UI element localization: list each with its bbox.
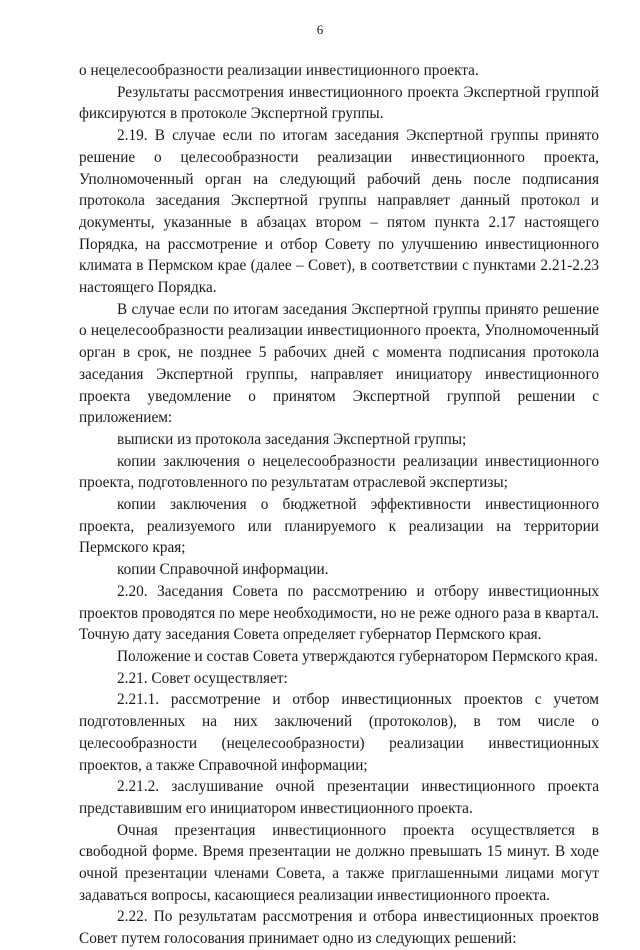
paragraph-2-22: 2.22. По результатам рассмотрения и отбора инвестиционных проектов Совет путем голосования принимает одно из следующих решений: xyxy=(79,908,599,948)
paragraph-presentation: Очная презентация инвестиционного проекта осуществляется в свободной форме. Время презентации не должно превышать 15 минут. В ходе очной презентации членами Совета, а также приглашенными лицами могут задаваться вопросы, касающиеся реализации инвестиционного проекта. xyxy=(79,821,599,904)
document-body xyxy=(79,60,599,950)
list-item-reference-info: копии Справочной информации. xyxy=(117,561,329,579)
paragraph-continuation: о нецелесообразности реализации инвестиционного проекта. xyxy=(79,62,479,79)
list-item-sector-conclusion: копии заключения о нецелесообразности реализации инвестиционного проекта, подготовленного по результатам отраслевой экспертизы; xyxy=(79,452,599,492)
paragraph-council-composition: Положение и состав Совета утверждаются губернатором Пермского края. xyxy=(117,647,598,665)
list-item-protocol-extract: выписки из протокола заседания Экспертной группы; xyxy=(117,430,467,448)
paragraph-2-20: 2.20. Заседания Совета по рассмотрению и отбору инвестиционных проектов проводятся по мере необходимости, но не реже одного раза в квартал. Точную дату заседания Совета определяет губернатор Пермского края. xyxy=(79,582,599,644)
paragraph-2-21-2: 2.21.2. заслушивание очной презентации инвестиционного проекта представившим его инициатором инвестиционного проекта. xyxy=(79,778,599,817)
list-item-budget-conclusion: копии заключения о бюджетной эффективности инвестиционного проекта, реализуемого или планируемого к реализации на территории Пермского края; xyxy=(79,496,599,557)
paragraph-2-21-1: 2.21.1. рассмотрение и отбор инвестиционных проектов с учетом подготовленных на них заключений (протоколов), в том числе о целесообразности (нецелесообразности) реализации инвестиционных проектов, а также Справочной информации; xyxy=(79,691,599,774)
page-number: 6 xyxy=(316,22,324,37)
paragraph-negative-decision: В случае если по итогам заседания Экспертной группы принято решение о нецелесообразности реализации инвестиционного проекта, Уполномоченный орган в срок, не позднее 5 рабочих дней с момента подписания протокола заседания Экспертной группы, направляет инициатору инвестиционного проекта уведомление о принятом Экспертной группой решении с приложением: xyxy=(79,300,599,427)
paragraph-2-19: 2.19. В случае если по итогам заседания Экспертной группы принято решение о целесообразности реализации инвестиционного проекта, Уполномоченный орган на следующий рабочий день после подписания протокола заседания Экспертной группы направляет данный протокол и документы, указанные в абзацах втором – пятом пункта 2.17 настоящего Порядка, на рассмотрение и отбор Совету по улучшению инвестиционного климата в Пермском крае (далее – Совет), в соответствии с пунктами 2.21-2.23 настоящего Порядка. xyxy=(79,127,599,297)
paragraph-2-21: 2.21. Совет осуществляет: xyxy=(117,669,288,687)
paragraph-results: Результаты рассмотрения инвестиционного проекта Экспертной группой фиксируются в протоколе Экспертной группы. xyxy=(79,83,599,123)
